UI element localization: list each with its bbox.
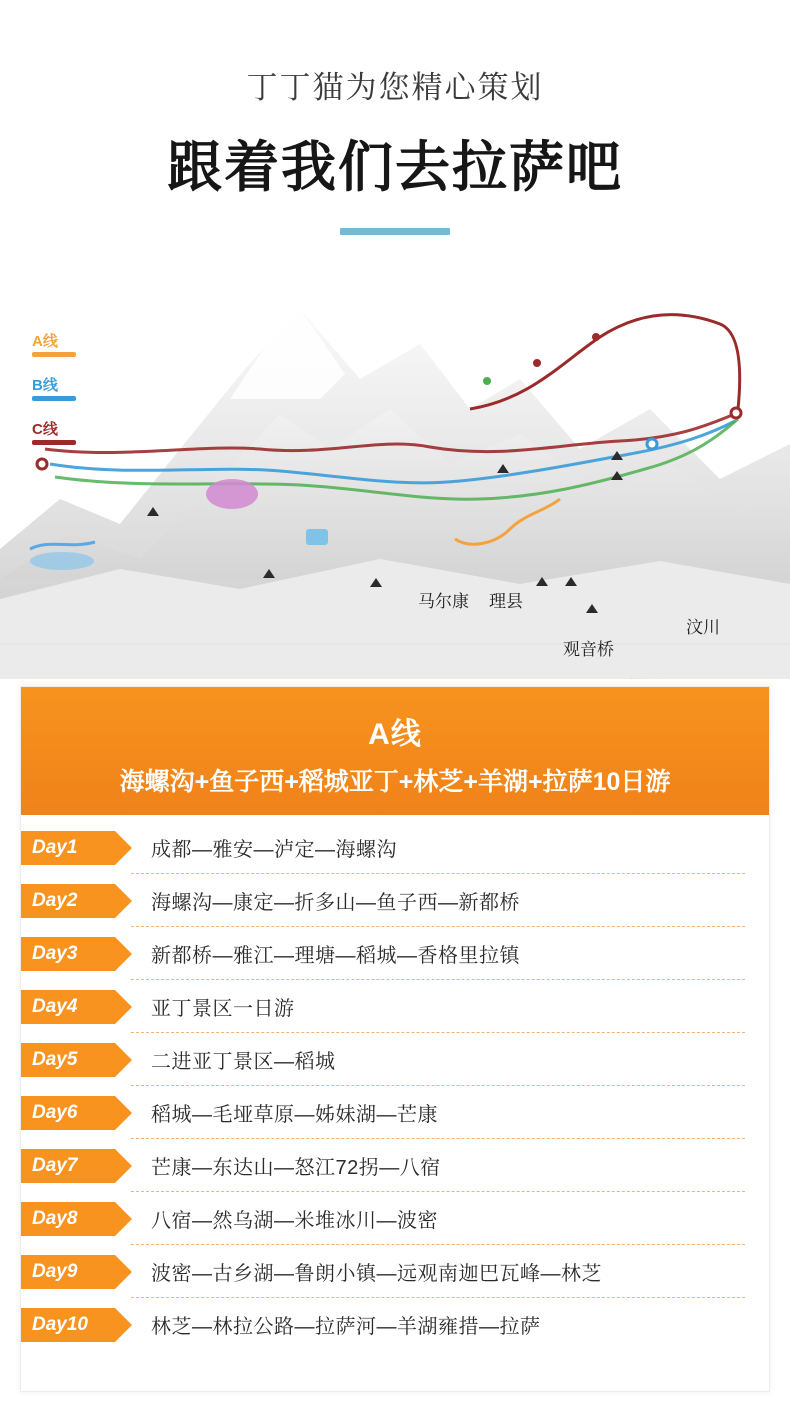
day-route-text: 稻城—毛垭草原—姊妹湖—芒康: [151, 1104, 438, 1126]
route-map: [0, 249, 790, 679]
peak-marker-xiannairi: [536, 577, 548, 586]
day-badge: Day4: [20, 990, 115, 1024]
legend-item-a: [32, 334, 76, 357]
list-item[interactable]: [21, 980, 769, 1033]
legend-item-c: [32, 422, 76, 445]
header: [0, 0, 790, 235]
day-route-text: 新都桥—雅江—理塘—稻城—香格里拉镇: [151, 945, 520, 967]
route-title: A线: [368, 718, 422, 751]
list-item[interactable]: [21, 1086, 769, 1139]
day-badge: Day10: [20, 1308, 115, 1342]
peak-marker-yala: [611, 451, 623, 460]
day-route-text: 成都—雅安—泸定—海螺沟: [151, 839, 397, 861]
list-item[interactable]: [21, 1139, 769, 1192]
page-title: 跟着我们去拉萨吧: [166, 136, 623, 198]
legend-bar-a: [32, 352, 76, 357]
peak-marker-xiaduoji: [565, 577, 577, 586]
list-item[interactable]: [21, 927, 769, 980]
list-item[interactable]: [21, 1245, 769, 1298]
legend-label-c: C线: [32, 421, 58, 438]
day-route-text: 波密—古乡湖—鲁朗小镇—远观南迦巴瓦峰—林芝: [151, 1263, 602, 1285]
list-item[interactable]: [21, 821, 769, 874]
legend-bar-b: [32, 396, 76, 401]
legend-bar-c: [32, 440, 76, 445]
peak-marker-mila: [147, 507, 159, 516]
day-badge: Day2: [20, 884, 115, 918]
list-item[interactable]: [21, 1192, 769, 1245]
day-route-text: 二进亚丁景区—稻城: [151, 1051, 336, 1073]
day-badge: Day1: [20, 831, 115, 865]
day-route-text: 亚丁景区一日游: [151, 998, 295, 1020]
itinerary-day-list: [21, 815, 769, 1351]
legend-label-b: B线: [32, 377, 58, 394]
itinerary-header: [21, 687, 769, 815]
day-badge: Day8: [20, 1202, 115, 1236]
day-badge: Day3: [20, 937, 115, 971]
map-label-wenchuan: 汶川: [686, 618, 720, 637]
title-divider: [340, 228, 450, 235]
itinerary-card: [20, 686, 770, 1392]
day-badge: Day5: [20, 1043, 115, 1077]
day-route-text: 林芝—林拉公路—拉萨河—羊湖雍措—拉萨: [151, 1316, 541, 1338]
day-badge: Day7: [20, 1149, 115, 1183]
day-route-text: 芒康—东达山—怒江72拐—八宿: [151, 1157, 441, 1179]
page-subtitle: 丁丁猫为您精心策划: [246, 70, 544, 105]
day-badge: Day6: [20, 1096, 115, 1130]
mountain-illustration: [0, 249, 790, 679]
list-item[interactable]: [21, 1033, 769, 1086]
map-label-yala-snow-mountain: [624, 676, 672, 679]
peak-marker-haizi: [497, 464, 509, 473]
map-label-guanyinqiao: 观音桥: [563, 640, 614, 659]
day-route-text: 海螺沟—康定—折多山—鱼子西—新都桥: [151, 892, 520, 914]
list-item[interactable]: [21, 1298, 769, 1351]
route-description: 海螺沟+鱼子西+稻城亚丁+林芝+羊湖+拉萨10日游: [119, 768, 671, 796]
list-item[interactable]: [21, 874, 769, 927]
peak-marker-namjagbarwa: [263, 569, 275, 578]
day-route-text: 八宿—然乌湖—米堆冰川—波密: [151, 1210, 438, 1232]
peak-marker-zheduo: [611, 471, 623, 480]
map-label-lixian: 理县: [489, 592, 523, 611]
legend-item-b: [32, 378, 76, 401]
map-legend: [32, 334, 76, 466]
legend-label-a: A线: [32, 333, 58, 350]
peak-marker-yangmaiyong: [586, 604, 598, 613]
day-badge: Day9: [20, 1255, 115, 1289]
map-label-barkam: 马尔康: [418, 592, 469, 611]
peak-marker-yela: [370, 578, 382, 587]
